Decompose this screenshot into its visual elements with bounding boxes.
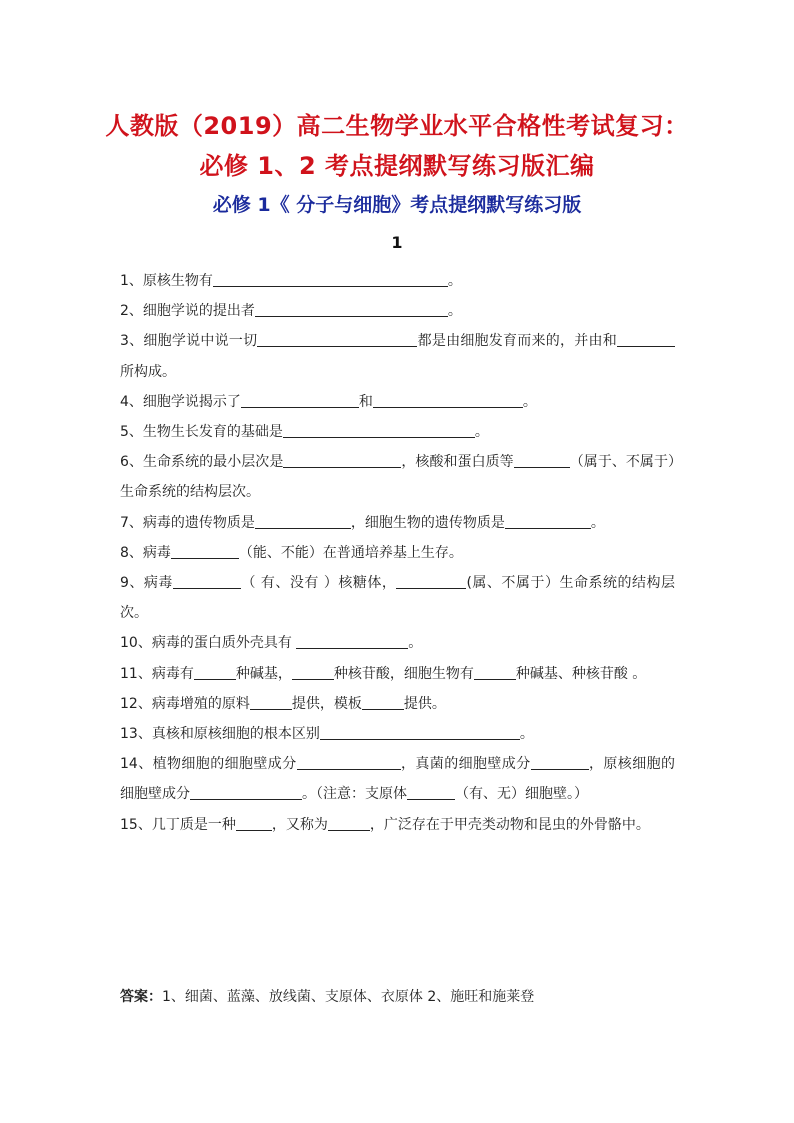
- fill-blank[interactable]: [407, 785, 455, 801]
- question-item: 1、原核生物有 。: [120, 273, 462, 289]
- fill-blank[interactable]: [190, 785, 302, 801]
- fill-blank[interactable]: [173, 573, 241, 589]
- fill-blank[interactable]: [255, 302, 448, 318]
- fill-blank[interactable]: [531, 755, 589, 771]
- question-item: 12、病毒增殖的原料 提供，模板 提供。: [120, 695, 446, 712]
- question-list: [120, 266, 675, 840]
- fill-blank[interactable]: [255, 513, 351, 529]
- fill-blank[interactable]: [171, 543, 239, 559]
- question-item: 7、病毒的遗传物质是 ，细胞生物的遗传物质是 。: [120, 514, 605, 531]
- question-item: 13、真核和原核细胞的根本区别 。: [120, 726, 534, 743]
- question-item: 9、病毒 （ 有、没有 ）核糖体， (属、不属于）生命系统的结构层次。: [120, 575, 675, 622]
- section-number: 1: [391, 233, 403, 252]
- question-item: 8、病毒 （能、不能）在普通培养基上生存。: [120, 544, 463, 561]
- fill-blank[interactable]: [236, 815, 272, 831]
- answer-text: 1、细菌、蓝藻、放线菌、支原体、衣原体 2、施旺和施莱登: [162, 989, 535, 1005]
- question-item: 2、细胞学说的提出者 。: [120, 303, 462, 320]
- fill-blank[interactable]: [241, 392, 359, 408]
- fill-blank[interactable]: [297, 755, 401, 771]
- question-item: 10、病毒的蛋白质外壳具有 。: [120, 635, 423, 652]
- fill-blank[interactable]: [505, 513, 591, 529]
- fill-blank[interactable]: [213, 271, 448, 287]
- question-item: 11、病毒有 种碱基， 种核苷酸，细胞生物有 种碱基、种核苷酸 。: [120, 665, 647, 682]
- fill-blank[interactable]: [328, 815, 370, 831]
- fill-blank[interactable]: [250, 694, 292, 710]
- fill-blank[interactable]: [257, 332, 417, 348]
- fill-blank[interactable]: [514, 453, 570, 469]
- fill-blank[interactable]: [396, 573, 466, 589]
- question-item: 3、细胞学说中说一切 都是由细胞发育而来的，并由和所构成。: [120, 326, 675, 386]
- fill-blank[interactable]: [373, 392, 523, 408]
- fill-blank[interactable]: [194, 664, 236, 680]
- document-title-line-1: 人教版（2019）高二生物学业水平合格性考试复习：: [105, 112, 689, 140]
- answer-section: [120, 985, 680, 1009]
- fill-blank[interactable]: [362, 694, 404, 710]
- fill-blank[interactable]: [617, 332, 675, 348]
- fill-blank[interactable]: [283, 422, 475, 438]
- fill-blank[interactable]: [292, 664, 334, 680]
- answer-label: 答案：: [120, 989, 162, 1005]
- document-title-line-2: 必修 1、2 考点提纲默写练习版汇编: [199, 152, 595, 180]
- section-subtitle: 必修 1《 分子与细胞》考点提纲默写练习版: [212, 194, 582, 216]
- question-item: 14、植物细胞的细胞壁成分 ，真菌的细胞壁成分 ，原核细胞的细胞壁成分 。（注意：支原体 （有、无）细胞壁。）: [120, 756, 676, 803]
- fill-blank[interactable]: [474, 664, 516, 680]
- question-item: 4、细胞学说揭示了 和 。: [120, 393, 537, 410]
- question-item: 15、几丁质是一种 ，又称为 ，广泛存在于甲壳类动物和昆虫的外骨骼中。: [120, 816, 650, 833]
- fill-blank[interactable]: [320, 724, 520, 740]
- fill-blank[interactable]: [296, 634, 408, 650]
- question-item: 6、生命系统的最小层次是 ，核酸和蛋白质等 （属于、不属于）生命系统的结构层次。: [120, 454, 676, 501]
- question-item: 5、生物生长发育的基础是 。: [120, 424, 489, 441]
- fill-blank[interactable]: [283, 453, 401, 469]
